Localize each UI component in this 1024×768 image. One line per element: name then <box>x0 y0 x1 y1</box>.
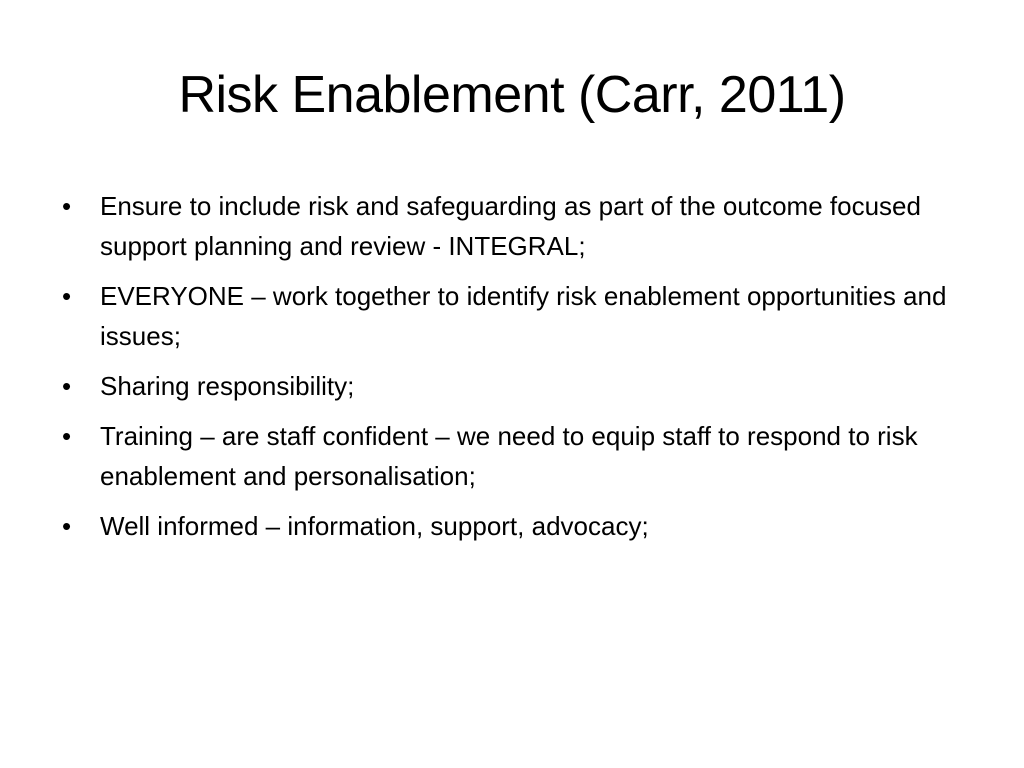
bullet-text: Training – are staff confident – we need to equip staff to respond to risk enablement and personalisation; <box>100 421 918 491</box>
bullet-dot-icon: • <box>62 191 72 221</box>
bullet-item <box>62 366 962 406</box>
bullet-item <box>62 506 962 546</box>
slide-title: Risk Enablement (Carr, 2011) <box>178 66 846 124</box>
bullet-text: Well informed – information, support, advocacy; <box>100 511 649 541</box>
bullet-text: Sharing responsibility; <box>100 371 355 401</box>
bullet-dot-icon: • <box>62 281 72 311</box>
bullet-item <box>62 276 962 356</box>
bullet-dot-icon: • <box>62 371 72 401</box>
bullet-dot-icon: • <box>62 511 72 541</box>
bullet-item <box>62 416 962 496</box>
bullet-text: Ensure to include risk and safeguarding as part of the outcome focused support planning and review - INTEGRAL; <box>100 191 921 261</box>
bullet-text: EVERYONE – work together to identify risk enablement opportunities and issues; <box>100 281 947 351</box>
bullet-item <box>62 186 962 266</box>
bullet-dot-icon: • <box>62 421 72 451</box>
bullet-list <box>62 186 962 556</box>
